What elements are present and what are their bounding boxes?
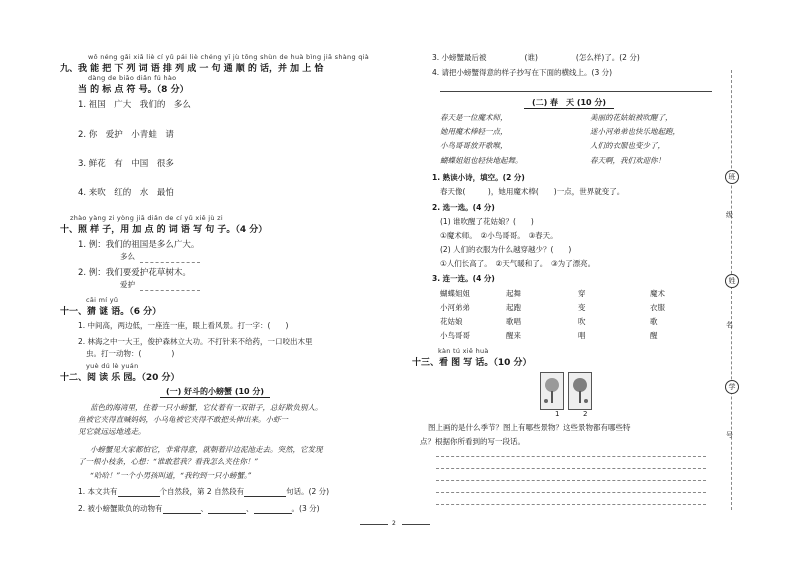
match-r1[interactable]: 吹 xyxy=(578,316,586,326)
page-rule-left xyxy=(360,524,388,525)
page-number: 2 xyxy=(392,520,396,527)
blank[interactable] xyxy=(163,504,201,514)
rq3-b: (谁) xyxy=(524,53,538,62)
para-line-4: 小螃蟹见大家都怕它，非常得意，就朝着岸边泥池走去。突然，它发现 xyxy=(90,445,323,454)
q9-item-4: 4. 来吹 红的 水 最怕 xyxy=(78,188,174,198)
poem-left-2: 她用魔术棒轻一点， xyxy=(440,127,508,136)
match-mid[interactable]: 起跑 xyxy=(506,302,521,312)
pic-label-2: 2 xyxy=(583,410,588,418)
writing-line[interactable] xyxy=(436,480,706,481)
match-left[interactable]: 蝴蝶姐姐 xyxy=(440,288,470,298)
writing-line[interactable] xyxy=(436,456,706,457)
poem-right-4: 春天啊，我们欢迎你！ xyxy=(590,156,665,165)
q12-title: 十二、阅 读 乐 园。（20 分） xyxy=(60,373,180,383)
answer-line[interactable] xyxy=(140,290,200,291)
rq-poem-2: 2. 选一选。(4 分) xyxy=(432,203,495,212)
match-mid[interactable]: 歌唱 xyxy=(506,316,521,326)
q12-question-2 xyxy=(78,503,320,514)
match-r1[interactable]: 变 xyxy=(578,302,586,312)
matching-table xyxy=(436,286,704,342)
q10-title: 十、照 样 子，用 加 点 的 词 语 写 句 子。（4 分） xyxy=(60,225,268,235)
passage-1-title: (一) 好斗的小螃蟹 (10 分) xyxy=(160,386,270,398)
passage-2-title: (二) 春 天 (10 分) xyxy=(524,97,614,109)
q10-item-2: 2. 例：我们要爱护花草树木。 xyxy=(78,268,191,278)
para-line-6: “哈哈！”一个小男孩叫道，“我钓到一只小螃蟹。” xyxy=(90,471,252,480)
tree-icon xyxy=(569,373,591,409)
q12-q1-c: 句话。(2 分) xyxy=(286,487,330,496)
match-mid[interactable]: 醒来 xyxy=(506,330,521,340)
q10-pinyin: zhào yàng zi yòng jiā diǎn de cí yǔ xiě jù zi xyxy=(70,214,223,222)
q12-question-1 xyxy=(78,486,329,497)
match-left[interactable]: 小鸟哥哥 xyxy=(440,330,470,340)
match-mid[interactable]: 起舞 xyxy=(506,288,521,298)
match-r2[interactable]: 衣服 xyxy=(650,302,665,312)
rq-poem-2-c: (2) 人们的衣服为什么越穿越少？( ) xyxy=(440,245,572,254)
match-row xyxy=(436,314,704,328)
blank[interactable] xyxy=(118,487,160,497)
q11-item-1: 1. 中间高，两边低，一座连一座，眼上看风景。打一字：( ) xyxy=(78,321,289,330)
rq3-c: (怎么样)了。(2 分) xyxy=(575,53,640,62)
match-r2[interactable]: 魔术 xyxy=(650,288,665,298)
rq-poem-1: 1. 熟读小诗，填空。(2 分) xyxy=(432,173,525,182)
poem-right-2: 迷小河弟弟也快乐地起跑， xyxy=(590,127,680,136)
match-r1[interactable]: 唱 xyxy=(578,330,586,340)
q13-text-2: 点？根据你所看到的写一段话。 xyxy=(420,437,525,446)
side-label-3: 学 xyxy=(725,380,739,394)
q12-pinyin: yuè dú lè yuán xyxy=(86,362,139,370)
side-label-1: 班 xyxy=(725,170,739,184)
tree-picture-2 xyxy=(568,372,592,410)
blank[interactable] xyxy=(254,504,292,514)
q13-text-1: 图上画的是什么季节？图上有哪些景物？这些景物都有哪些特 xyxy=(428,423,631,432)
tree-picture-1 xyxy=(540,372,564,410)
poem-left-4: 蝴蝶姐姐也轻快地起舞。 xyxy=(440,156,523,165)
side-label-6: 号 xyxy=(726,431,733,439)
match-r1[interactable]: 穿 xyxy=(578,288,586,298)
match-r2[interactable]: 醒 xyxy=(650,330,658,340)
q10-answer-2: 爱护 xyxy=(120,280,135,289)
blank[interactable] xyxy=(244,487,286,497)
q9-pinyin2: dàng de biāo diǎn fú hào xyxy=(88,74,177,82)
q10-answer-1: 多么 xyxy=(120,252,135,261)
q12-q2-end: 。(3 分) xyxy=(291,504,320,513)
blank[interactable] xyxy=(208,504,246,514)
pic-label-1: 1 xyxy=(555,410,560,418)
para-line-2: 鱼被它夹得直喊妈妈，小乌龟被它夹得不敢把头伸出来。小虾一 xyxy=(78,415,288,424)
page-rule-right xyxy=(402,524,430,525)
q9-pinyin: wǒ néng gǎi xiǎ liè cí yǔ pái liè chéng yī jù tōng shùn de huà bìng jiā shàng qià xyxy=(88,53,370,61)
q9-item-1: 1. 祖国 广大 我们的 多么 xyxy=(78,100,191,110)
q13-title: 十三、看 图 写 话。（10 分） xyxy=(412,358,532,368)
tree-icon xyxy=(541,373,563,409)
writing-line[interactable] xyxy=(436,492,706,493)
q12-q1-a: 1. 本文共有 xyxy=(78,487,118,496)
match-left[interactable]: 花姑娘 xyxy=(440,316,463,326)
match-left[interactable]: 小河弟弟 xyxy=(440,302,470,312)
poem-right-3: 人们的衣服也变少了， xyxy=(590,141,665,150)
match-row xyxy=(436,300,704,314)
poem-left-3: 小鸟哥哥放开歌喉， xyxy=(440,141,508,150)
q11-title: 十一、猜 谜 语。（6 分） xyxy=(60,307,162,317)
match-row xyxy=(436,328,704,342)
q11-item-2b: 虫。打一动物：( ) xyxy=(86,349,175,358)
q9-title: 九、我 能 把 下 列 词 语 排 列 成 一 句 通 顺 的 话，并 加 上 恰 xyxy=(60,64,324,74)
para-line-3: 见它就远远地逃走。 xyxy=(78,427,146,436)
q13-pinyin: kàn tú xiě huà xyxy=(438,347,489,355)
binding-line xyxy=(731,70,732,510)
side-label-4: 级 xyxy=(726,211,733,219)
side-label-2: 姓 xyxy=(725,274,739,288)
side-label-5: 名 xyxy=(726,321,733,329)
rq4: 4. 请把小螃蟹得意的样子抄写在下面的横线上。(3 分) xyxy=(432,68,613,77)
rq4-answer-line[interactable] xyxy=(440,91,712,92)
poem-left-1: 春天是一位魔术师， xyxy=(440,113,508,122)
q12-q1-b: 个自然段，第 2 自然段有 xyxy=(159,487,245,496)
rq-poem-2-b: ①魔术师。 ②小鸟哥哥。 ③春天。 xyxy=(440,231,558,240)
para-line-1: 蓝色的海湾里，住着一只小螃蟹，它仗着有一双钳子，总好欺负别人。 xyxy=(90,403,323,412)
answer-line[interactable] xyxy=(140,262,200,263)
rq-poem-1-text: 春天像( )，她用魔术棒( )一点，世界就变了。 xyxy=(440,187,625,196)
q12-q2-a: 2. 被小螃蟹欺负的动物有 xyxy=(78,504,163,513)
rq-poem-2-d: ①人们长高了。 ②天气暖和了。 ③为了漂亮。 xyxy=(440,259,596,268)
q9-item-3: 3. 鲜花 有 中国 很多 xyxy=(78,159,174,169)
poem-right-1: 美丽的花姑娘被吹醒了， xyxy=(590,113,673,122)
q12-q2-sep2: 、 xyxy=(246,504,254,513)
q11-pinyin: cāi mí yǔ xyxy=(86,296,119,304)
match-r2[interactable]: 歌 xyxy=(650,316,658,326)
writing-line[interactable] xyxy=(436,504,706,505)
rq-poem-3: 3. 连一连。(4 分) xyxy=(432,274,495,283)
q9-title2: 当 的 标 点 符 号。（8 分） xyxy=(78,85,189,95)
q9-item-2: 2. 你 爱护 小青蛙 请 xyxy=(78,130,174,140)
q10-item-1: 1. 例：我们的祖国是多么广大。 xyxy=(78,240,200,250)
q11-item-2: 2. 林海之中一大王，俊护森林立大功。不打针来不给药，一口咬出木里 xyxy=(78,337,313,346)
q12-q2-sep1: 、 xyxy=(200,504,209,513)
para-line-5: 了一根小枝条，心想：“谁敢惹我？看我怎么夹住你！” xyxy=(78,457,259,466)
rq3 xyxy=(432,52,640,63)
rq-poem-2-a: (1) 谁吹醒了花姑娘？( ) xyxy=(440,217,534,226)
match-row xyxy=(436,286,704,300)
rq3-a: 3. 小螃蟹最后被 xyxy=(432,53,487,62)
writing-line[interactable] xyxy=(436,468,706,469)
